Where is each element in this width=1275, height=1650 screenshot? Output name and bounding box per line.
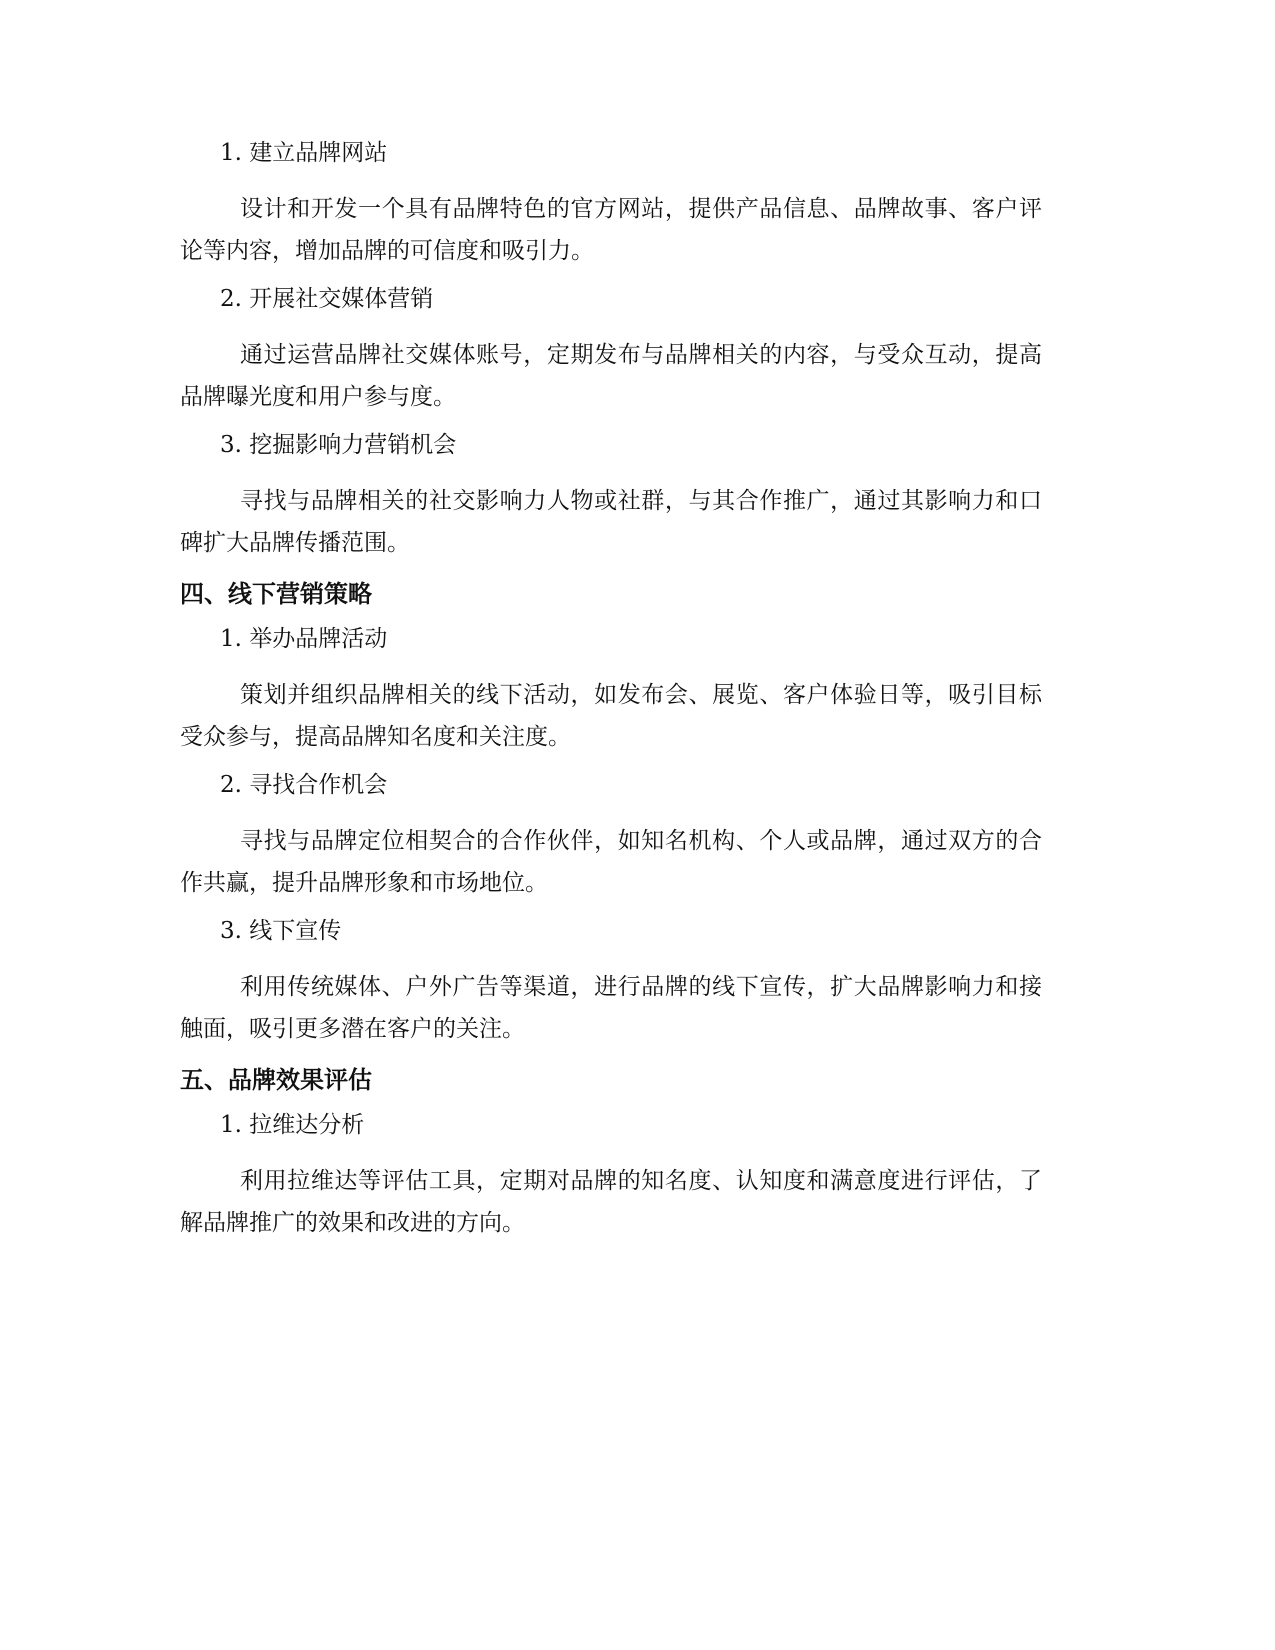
paragraph-offline-promo: 利用传统媒体、户外广告等渠道，进行品牌的线下宣传，扩大品牌影响力和接触面，吸引更多潜在客户的关注。: [180, 974, 1042, 1042]
item-title-social-media: 2. 开展社交媒体营销: [220, 286, 434, 312]
item-title-offline-promo: 3. 线下宣传: [220, 918, 342, 944]
section-heading-offline: 四、线下营销策略: [180, 580, 372, 608]
paragraph-analysis: 利用拉维达等评估工具，定期对品牌的知名度、认知度和满意度进行评估，了解品牌推广的效果和改进的方向。: [180, 1168, 1042, 1236]
section-heading-evaluation: 五、品牌效果评估: [180, 1066, 372, 1094]
item-title-partnership: 2. 寻找合作机会: [220, 772, 388, 798]
item-title-build-website: 1. 建立品牌网站: [220, 140, 388, 166]
paragraph-partnership: 寻找与品牌定位相契合的合作伙伴，如知名机构、个人或品牌，通过双方的合作共赢，提升品牌形象和市场地位。: [180, 828, 1042, 896]
paragraph-influencer: 寻找与品牌相关的社交影响力人物或社群，与其合作推广，通过其影响力和口碑扩大品牌传播范围。: [180, 488, 1042, 556]
paragraph-social-media: 通过运营品牌社交媒体账号，定期发布与品牌相关的内容，与受众互动，提高品牌曝光度和用户参与度。: [180, 342, 1042, 410]
item-title-brand-events: 1. 举办品牌活动: [220, 626, 388, 652]
item-title-influencer: 3. 挖掘影响力营销机会: [220, 432, 457, 458]
document-page: [180, 138, 1080, 1256]
paragraph-build-website: 设计和开发一个具有品牌特色的官方网站，提供产品信息、品牌故事、客户评论等内容，增加品牌的可信度和吸引力。: [180, 196, 1042, 264]
paragraph-brand-events: 策划并组织品牌相关的线下活动，如发布会、展览、客户体验日等，吸引目标受众参与，提高品牌知名度和关注度。: [180, 682, 1042, 750]
item-title-analysis: 1. 拉维达分析: [220, 1112, 365, 1138]
